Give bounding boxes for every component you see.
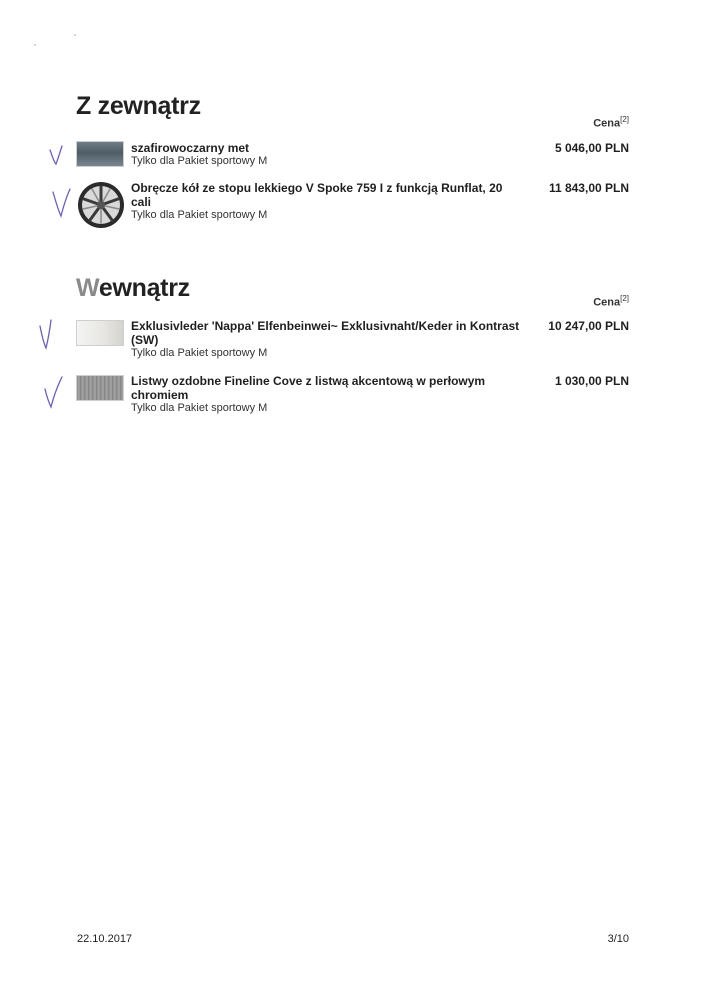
price-header-label: Cena: [593, 117, 621, 130]
option-price: 11 843,00 PLN: [548, 181, 629, 195]
handwritten-check-icon: [44, 142, 66, 176]
page-number: 3/10: [607, 933, 629, 945]
price-header-label: Cena: [593, 296, 621, 309]
option-name: szafirowoczarny met: [131, 141, 250, 155]
option-note: Tylko dla Pakiet sportowy M: [131, 347, 268, 359]
option-name: Exklusivleder 'Nappa' Elfenbeinwei~ Exklusivnaht/Keder in Kontrast (SW): [131, 319, 520, 347]
section-title-interior: [76, 274, 190, 303]
option-price: 1 030,00 PLN: [554, 374, 629, 388]
option-name: Obręcze kół ze stopu lekkiego V Spoke 759 I z funkcją Runflat, 20 cali: [131, 181, 503, 209]
section-title-rest: ewnątrz: [98, 274, 190, 302]
option-note: Tylko dla Pakiet sportowy M: [131, 402, 268, 414]
scan-speck: [74, 34, 76, 36]
footnote-marker: [2]: [620, 115, 629, 124]
handwritten-check-icon: [42, 375, 64, 409]
price-column-header: [593, 294, 629, 309]
option-note: Tylko dla Pakiet sportowy M: [131, 209, 268, 221]
option-price: 10 247,00 PLN: [548, 319, 629, 333]
option-price: 5 046,00 PLN: [554, 141, 629, 155]
alloy-wheel-icon: [76, 180, 126, 230]
option-name: Listwy ozdobne Fineline Cove z listwą akcentową w perłowym chromiem: [131, 374, 486, 402]
paint-swatch-thumbnail: [76, 141, 124, 167]
option-note: Tylko dla Pakiet sportowy M: [131, 155, 268, 167]
price-column-header: [593, 115, 629, 130]
section-title-exterior: Z zewnątrz: [76, 92, 201, 120]
footnote-marker: [2]: [620, 294, 629, 303]
section-title-initial: W: [76, 274, 99, 302]
trim-swatch-thumbnail: [76, 375, 124, 401]
leather-swatch-thumbnail: [76, 320, 124, 346]
handwritten-check-icon: [36, 318, 58, 352]
footer-date: 22.10.2017: [77, 933, 133, 945]
handwritten-check-icon: [50, 186, 72, 220]
scan-speck: [34, 44, 36, 46]
